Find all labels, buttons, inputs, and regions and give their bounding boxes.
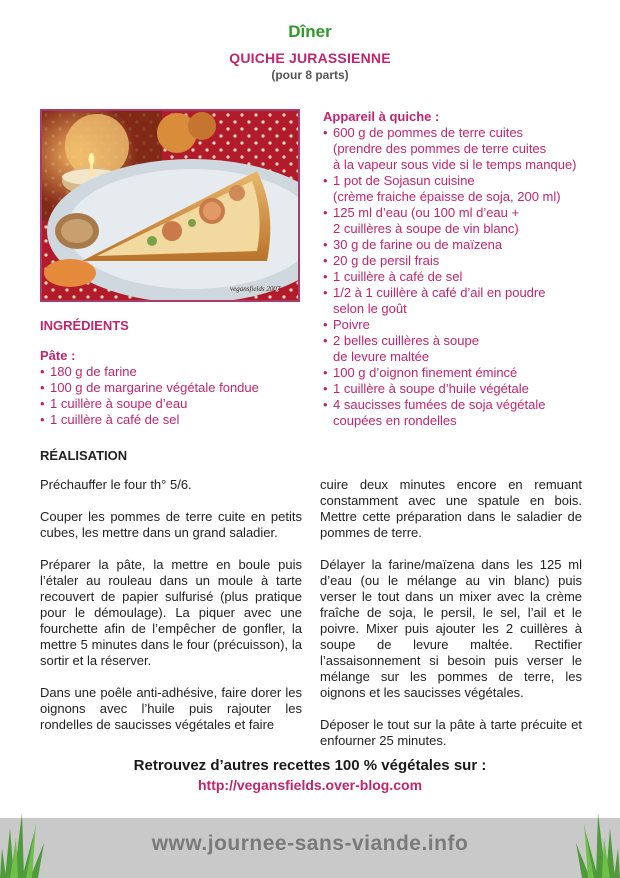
meal-category: Dîner — [288, 22, 332, 41]
photo-signature: vegansfields 2007 — [230, 285, 281, 293]
list-item: • 100 g de margarine végétale fondue — [40, 380, 310, 396]
promo-link[interactable]: http://vegansfields.over-blog.com — [197, 777, 423, 793]
list-item-text: 20 g de persil frais — [333, 253, 440, 268]
instruction-paragraph: Délayer la farine/maïzena dans les 125 ml d’eau (ou le mélange au vin blanc) puis verser le tout dans un mixer avec la crème fraîche de soja, le persil, le sel, l’ail et le poivre. Mixer puis ajouter les 2 cuillères à soupe de levure maltée. Rectifier l’assaisonnement si besoin puis verser le mélange sur les pommes de terre, les oignons et les saucisses végétales. — [320, 557, 582, 700]
list-item — [323, 205, 593, 237]
list-item — [323, 269, 593, 285]
recipe-title: QUICHE JURASSIENNE — [229, 50, 391, 66]
list-item-text: 100 g d’oignon finement émincé — [333, 365, 518, 380]
instruction-paragraph: Déposer le tout sur la pâte à tarte précuite et enfourner 25 minutes. — [320, 717, 582, 748]
realisation-heading: RÉALISATION — [40, 448, 128, 463]
instruction-paragraph: Dans une poêle anti-adhésive, faire dorer les oignons avec l’huile puis rajouter les rondelles de saucisses végétales et faire — [40, 685, 302, 732]
list-item-continuation: 2 cuillères à soupe de vin blanc) — [333, 221, 519, 236]
list-item: • 1 cuillère à soupe d’eau — [40, 396, 310, 412]
list-item-text: 1 cuillère à café de sel — [333, 269, 463, 284]
instruction-paragraph: Préparer la pâte, la mettre en boule puis l’étaler au rouleau dans un moule à tarte recouvert de papier sulfurisé (plus pratique pour le démoulage). La piquer avec une fourchette afin de l’empêcher de gonfler, la mettre 5 minutes dans le four (précuisson), la sortir et la réserver. — [40, 557, 302, 668]
list-item: • 180 g de farine — [40, 364, 310, 380]
list-item-continuation: à la vapeur sous vide si le temps manque) — [333, 157, 577, 172]
list-item-text: 1/2 à 1 cuillère à café d’ail en poudre — [333, 285, 546, 300]
list-item-text: 600 g de pommes de terre cuites — [333, 125, 524, 140]
list-item-continuation: (prendre des pommes de terre cuites — [333, 141, 547, 156]
list-item-text: 125 ml d’eau (ou 100 ml d’eau + — [333, 205, 520, 220]
list-item — [323, 333, 593, 365]
list-item — [323, 253, 593, 269]
list-item-continuation: (crème fraiche épaisse de soja, 200 ml) — [333, 189, 561, 204]
instructions-left-column — [40, 477, 302, 749]
instructions-right-column — [320, 477, 582, 765]
list-item-continuation: de levure maltée — [333, 349, 430, 364]
ingredients-heading: INGRÉDIENTS — [40, 318, 129, 333]
footer-url[interactable]: www.journee-sans-viande.info — [151, 832, 469, 855]
list-item — [323, 125, 593, 173]
list-item — [323, 317, 593, 333]
list-item-text: Poivre — [333, 317, 370, 332]
recipe-portions: (pour 8 parts) — [271, 68, 349, 82]
list-item-text: 1 cuillère à soupe d’huile végétale — [333, 381, 529, 396]
pate-ingredient-list — [40, 364, 310, 428]
list-item-continuation: selon le goût — [333, 301, 407, 316]
appareil-ingredient-list — [323, 125, 593, 429]
list-item-text: 4 saucisses fumées de soja végétale — [333, 397, 546, 412]
pate-heading: Pâte : — [40, 348, 76, 363]
list-item-text: 30 g de farine ou de maïzena — [333, 237, 503, 252]
instruction-paragraph: Couper les pommes de terre cuite en petits cubes, les mettre dans un grand saladier. — [40, 509, 302, 540]
list-item: • 1 cuillère à café de sel — [40, 412, 310, 428]
instruction-paragraph: Préchauffer le four th° 5/6. — [40, 477, 192, 492]
list-item — [323, 397, 593, 429]
list-item — [323, 173, 593, 205]
quiche-photo — [40, 109, 300, 302]
list-item — [323, 365, 593, 381]
list-item-text: 2 belles cuillères à soupe — [333, 333, 479, 348]
quiche-photo-illustration — [42, 111, 298, 300]
list-item — [323, 237, 593, 253]
promo-text: Retrouvez d’autres recettes 100 % végétales sur : — [133, 757, 487, 774]
list-item — [323, 381, 593, 397]
list-item-continuation: coupées en rondelles — [333, 413, 457, 428]
list-item-text: 1 pot de Sojasun cuisine — [333, 173, 475, 188]
list-item — [323, 285, 593, 317]
appareil-heading: Appareil à quiche : — [323, 109, 440, 124]
instruction-paragraph: cuire deux minutes encore en remuant constamment avec une spatule en bois. Mettre cette préparation dans le saladier de pommes de terre. — [320, 477, 582, 540]
